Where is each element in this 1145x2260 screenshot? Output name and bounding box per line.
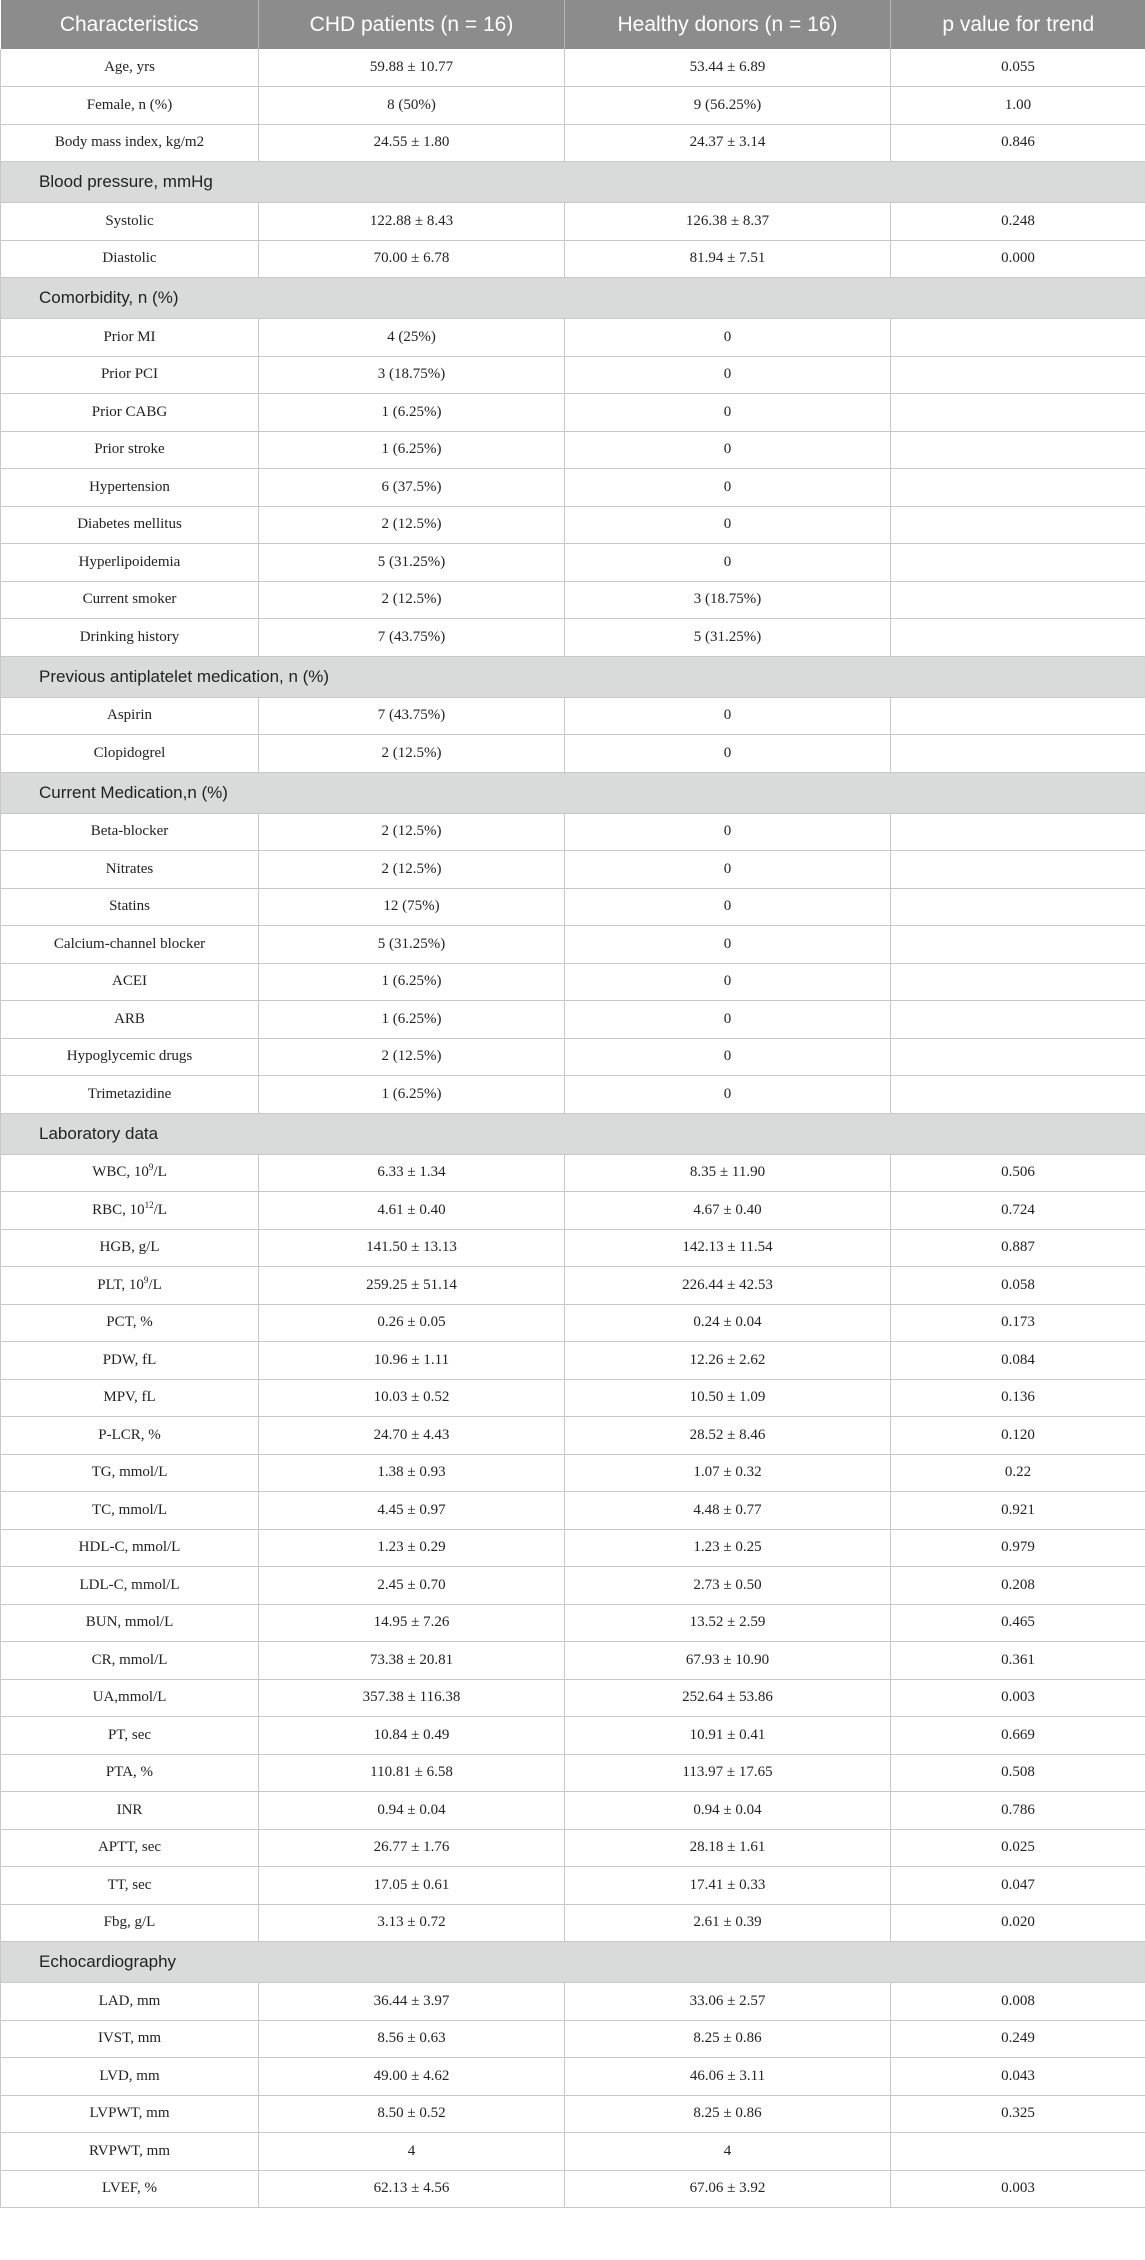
healthy-value: 142.13 ± 11.54 bbox=[565, 1229, 891, 1267]
chd-value: 62.13 ± 4.56 bbox=[259, 2170, 565, 2208]
chd-value: 110.81 ± 6.58 bbox=[259, 1754, 565, 1792]
p-value: 0.208 bbox=[891, 1567, 1145, 1605]
chd-value: 2 (12.5%) bbox=[259, 1038, 565, 1076]
table-row bbox=[1, 1038, 1145, 1076]
chd-value: 2 (12.5%) bbox=[259, 735, 565, 773]
chd-value: 1 (6.25%) bbox=[259, 963, 565, 1001]
healthy-value: 2.73 ± 0.50 bbox=[565, 1567, 891, 1605]
table-row bbox=[1, 1904, 1145, 1942]
table-row bbox=[1, 1679, 1145, 1717]
p-value bbox=[891, 888, 1145, 926]
healthy-value: 4 bbox=[565, 2133, 891, 2171]
healthy-value: 1.23 ± 0.25 bbox=[565, 1529, 891, 1567]
p-value bbox=[891, 469, 1145, 507]
p-value bbox=[891, 2133, 1145, 2171]
chd-value: 0.26 ± 0.05 bbox=[259, 1304, 565, 1342]
chd-value: 10.84 ± 0.49 bbox=[259, 1717, 565, 1755]
healthy-value: 81.94 ± 7.51 bbox=[565, 240, 891, 278]
row-label: Prior stroke bbox=[1, 431, 259, 469]
p-value: 0.025 bbox=[891, 1829, 1145, 1867]
p-value: 0.120 bbox=[891, 1417, 1145, 1455]
row-label: TC, mmol/L bbox=[1, 1492, 259, 1530]
row-label bbox=[1, 1192, 259, 1230]
row-label: INR bbox=[1, 1792, 259, 1830]
p-value bbox=[891, 356, 1145, 394]
row-label-exponent: 12 bbox=[144, 1199, 154, 1210]
p-value bbox=[891, 319, 1145, 357]
p-value bbox=[891, 581, 1145, 619]
healthy-value: 17.41 ± 0.33 bbox=[565, 1867, 891, 1905]
p-value: 0.136 bbox=[891, 1379, 1145, 1417]
p-value: 1.00 bbox=[891, 87, 1145, 125]
table-row bbox=[1, 49, 1145, 87]
healthy-value: 252.64 ± 53.86 bbox=[565, 1679, 891, 1717]
row-label: Current smoker bbox=[1, 581, 259, 619]
table-row bbox=[1, 124, 1145, 162]
table-row bbox=[1, 1717, 1145, 1755]
row-label: Drinking history bbox=[1, 619, 259, 657]
row-label: PDW, fL bbox=[1, 1342, 259, 1380]
chd-value: 1.38 ± 0.93 bbox=[259, 1454, 565, 1492]
chd-value: 357.38 ± 116.38 bbox=[259, 1679, 565, 1717]
row-label-unit: /L bbox=[148, 1276, 162, 1293]
row-label: Statins bbox=[1, 888, 259, 926]
row-label-exponent: 9 bbox=[148, 1162, 154, 1173]
row-label: TG, mmol/L bbox=[1, 1454, 259, 1492]
chd-value: 141.50 ± 13.13 bbox=[259, 1229, 565, 1267]
chd-value: 1 (6.25%) bbox=[259, 431, 565, 469]
healthy-value: 46.06 ± 3.11 bbox=[565, 2058, 891, 2096]
row-label-text: WBC, 10 bbox=[92, 1164, 149, 1181]
table-row bbox=[1, 2020, 1145, 2058]
p-value: 0.887 bbox=[891, 1229, 1145, 1267]
p-value bbox=[891, 926, 1145, 964]
row-label: Prior CABG bbox=[1, 394, 259, 432]
p-value bbox=[891, 1076, 1145, 1114]
healthy-value: 9 (56.25%) bbox=[565, 87, 891, 125]
row-label: Hypoglycemic drugs bbox=[1, 1038, 259, 1076]
chd-value: 0.94 ± 0.04 bbox=[259, 1792, 565, 1830]
row-label: ARB bbox=[1, 1001, 259, 1039]
healthy-value: 0 bbox=[565, 888, 891, 926]
row-label: Diastolic bbox=[1, 240, 259, 278]
p-value bbox=[891, 619, 1145, 657]
chd-value: 3.13 ± 0.72 bbox=[259, 1904, 565, 1942]
p-value: 0.047 bbox=[891, 1867, 1145, 1905]
row-label-unit: /L bbox=[153, 1164, 167, 1181]
table-row bbox=[1, 1304, 1145, 1342]
p-value bbox=[891, 1001, 1145, 1039]
healthy-value: 12.26 ± 2.62 bbox=[565, 1342, 891, 1380]
table-row bbox=[1, 1379, 1145, 1417]
p-value: 0.249 bbox=[891, 2020, 1145, 2058]
healthy-value: 28.52 ± 8.46 bbox=[565, 1417, 891, 1455]
table-row bbox=[1, 1867, 1145, 1905]
row-label: LDL-C, mmol/L bbox=[1, 1567, 259, 1605]
healthy-value: 0 bbox=[565, 697, 891, 735]
row-label: MPV, fL bbox=[1, 1379, 259, 1417]
p-value bbox=[891, 431, 1145, 469]
healthy-value: 0 bbox=[565, 356, 891, 394]
row-label: LVD, mm bbox=[1, 2058, 259, 2096]
chd-value: 10.03 ± 0.52 bbox=[259, 1379, 565, 1417]
p-value bbox=[891, 963, 1145, 1001]
p-value: 0.979 bbox=[891, 1529, 1145, 1567]
healthy-value: 28.18 ± 1.61 bbox=[565, 1829, 891, 1867]
p-value: 0.22 bbox=[891, 1454, 1145, 1492]
healthy-value: 67.93 ± 10.90 bbox=[565, 1642, 891, 1680]
healthy-value: 2.61 ± 0.39 bbox=[565, 1904, 891, 1942]
healthy-value: 67.06 ± 3.92 bbox=[565, 2170, 891, 2208]
chd-value: 49.00 ± 4.62 bbox=[259, 2058, 565, 2096]
row-label: TT, sec bbox=[1, 1867, 259, 1905]
row-label: LVPWT, mm bbox=[1, 2095, 259, 2133]
healthy-value: 0 bbox=[565, 544, 891, 582]
table-row bbox=[1, 581, 1145, 619]
table-row bbox=[1, 2058, 1145, 2096]
row-label-text: PLT, 10 bbox=[97, 1276, 144, 1293]
chd-value: 5 (31.25%) bbox=[259, 926, 565, 964]
chd-value: 4 bbox=[259, 2133, 565, 2171]
chd-value: 73.38 ± 20.81 bbox=[259, 1642, 565, 1680]
p-value: 0.669 bbox=[891, 1717, 1145, 1755]
table-row bbox=[1, 1604, 1145, 1642]
p-value: 0.248 bbox=[891, 203, 1145, 241]
row-label: Clopidogrel bbox=[1, 735, 259, 773]
section-title: Laboratory data bbox=[1, 1113, 1145, 1154]
row-label: PT, sec bbox=[1, 1717, 259, 1755]
p-value bbox=[891, 735, 1145, 773]
table-row bbox=[1, 431, 1145, 469]
table-row bbox=[1, 1829, 1145, 1867]
header-p-value: p value for trend bbox=[891, 0, 1145, 49]
healthy-value: 8.35 ± 11.90 bbox=[565, 1154, 891, 1192]
healthy-value: 53.44 ± 6.89 bbox=[565, 49, 891, 87]
row-label: LAD, mm bbox=[1, 1983, 259, 2021]
healthy-value: 0.94 ± 0.04 bbox=[565, 1792, 891, 1830]
row-label: Calcium-channel blocker bbox=[1, 926, 259, 964]
healthy-value: 0 bbox=[565, 469, 891, 507]
row-label-text: RBC, 10 bbox=[92, 1201, 145, 1218]
healthy-value: 0 bbox=[565, 1076, 891, 1114]
p-value: 0.003 bbox=[891, 1679, 1145, 1717]
healthy-value: 0 bbox=[565, 1038, 891, 1076]
healthy-value: 1.07 ± 0.32 bbox=[565, 1454, 891, 1492]
chd-value: 4.45 ± 0.97 bbox=[259, 1492, 565, 1530]
chd-value: 2 (12.5%) bbox=[259, 506, 565, 544]
p-value: 0.921 bbox=[891, 1492, 1145, 1530]
healthy-value: 0 bbox=[565, 735, 891, 773]
row-label: PTA, % bbox=[1, 1754, 259, 1792]
healthy-value: 0 bbox=[565, 431, 891, 469]
p-value bbox=[891, 813, 1145, 851]
table-row bbox=[1, 1076, 1145, 1114]
chd-value: 8 (50%) bbox=[259, 87, 565, 125]
p-value: 0.084 bbox=[891, 1342, 1145, 1380]
chd-value: 12 (75%) bbox=[259, 888, 565, 926]
table-row bbox=[1, 2095, 1145, 2133]
table-row bbox=[1, 851, 1145, 889]
p-value: 0.508 bbox=[891, 1754, 1145, 1792]
row-label: Aspirin bbox=[1, 697, 259, 735]
header-characteristics: Characteristics bbox=[1, 0, 259, 49]
table-row bbox=[1, 1454, 1145, 1492]
p-value bbox=[891, 1038, 1145, 1076]
p-value: 0.465 bbox=[891, 1604, 1145, 1642]
chd-value: 10.96 ± 1.11 bbox=[259, 1342, 565, 1380]
table-row bbox=[1, 1001, 1145, 1039]
table-row bbox=[1, 319, 1145, 357]
healthy-value: 8.25 ± 0.86 bbox=[565, 2095, 891, 2133]
table-row bbox=[1, 506, 1145, 544]
table-row bbox=[1, 1192, 1145, 1230]
chd-value: 3 (18.75%) bbox=[259, 356, 565, 394]
healthy-value: 0 bbox=[565, 394, 891, 432]
chd-value: 2 (12.5%) bbox=[259, 813, 565, 851]
table-row bbox=[1, 1154, 1145, 1192]
row-label: UA,mmol/L bbox=[1, 1679, 259, 1717]
row-label: APTT, sec bbox=[1, 1829, 259, 1867]
healthy-value: 0 bbox=[565, 1001, 891, 1039]
table-row bbox=[1, 2133, 1145, 2171]
table-row bbox=[1, 963, 1145, 1001]
row-label: Body mass index, kg/m2 bbox=[1, 124, 259, 162]
header-healthy-donors: Healthy donors (n = 16) bbox=[565, 0, 891, 49]
healthy-value: 5 (31.25%) bbox=[565, 619, 891, 657]
section-title: Echocardiography bbox=[1, 1942, 1145, 1983]
row-label: HGB, g/L bbox=[1, 1229, 259, 1267]
table-row bbox=[1, 1417, 1145, 1455]
table-body bbox=[1, 49, 1145, 2208]
healthy-value: 8.25 ± 0.86 bbox=[565, 2020, 891, 2058]
section-header-row bbox=[1, 1942, 1145, 1983]
chd-value: 14.95 ± 7.26 bbox=[259, 1604, 565, 1642]
p-value: 0.786 bbox=[891, 1792, 1145, 1830]
p-value: 0.846 bbox=[891, 124, 1145, 162]
p-value: 0.003 bbox=[891, 2170, 1145, 2208]
healthy-value: 0 bbox=[565, 506, 891, 544]
table-row bbox=[1, 544, 1145, 582]
healthy-value: 0 bbox=[565, 926, 891, 964]
chd-value: 59.88 ± 10.77 bbox=[259, 49, 565, 87]
p-value: 0.724 bbox=[891, 1192, 1145, 1230]
row-label: BUN, mmol/L bbox=[1, 1604, 259, 1642]
table-row bbox=[1, 1492, 1145, 1530]
p-value: 0.008 bbox=[891, 1983, 1145, 2021]
table-row bbox=[1, 1229, 1145, 1267]
chd-value: 24.55 ± 1.80 bbox=[259, 124, 565, 162]
table-row bbox=[1, 356, 1145, 394]
chd-value: 122.88 ± 8.43 bbox=[259, 203, 565, 241]
chd-value: 7 (43.75%) bbox=[259, 619, 565, 657]
table-row bbox=[1, 888, 1145, 926]
table-row bbox=[1, 203, 1145, 241]
p-value: 0.055 bbox=[891, 49, 1145, 87]
healthy-value: 0 bbox=[565, 963, 891, 1001]
row-label: Age, yrs bbox=[1, 49, 259, 87]
table-row bbox=[1, 240, 1145, 278]
row-label: IVST, mm bbox=[1, 2020, 259, 2058]
row-label: ACEI bbox=[1, 963, 259, 1001]
healthy-value: 0 bbox=[565, 851, 891, 889]
row-label: Systolic bbox=[1, 203, 259, 241]
p-value: 0.043 bbox=[891, 2058, 1145, 2096]
row-label: Female, n (%) bbox=[1, 87, 259, 125]
row-label: P-LCR, % bbox=[1, 1417, 259, 1455]
section-header-row bbox=[1, 772, 1145, 813]
row-label: PCT, % bbox=[1, 1304, 259, 1342]
row-label: CR, mmol/L bbox=[1, 1642, 259, 1680]
table-row bbox=[1, 394, 1145, 432]
healthy-value: 0 bbox=[565, 319, 891, 357]
chd-value: 8.50 ± 0.52 bbox=[259, 2095, 565, 2133]
table-row bbox=[1, 1567, 1145, 1605]
chd-value: 2 (12.5%) bbox=[259, 581, 565, 619]
section-title: Blood pressure, mmHg bbox=[1, 162, 1145, 203]
healthy-value: 0 bbox=[565, 813, 891, 851]
chd-value: 5 (31.25%) bbox=[259, 544, 565, 582]
chd-value: 26.77 ± 1.76 bbox=[259, 1829, 565, 1867]
healthy-value: 126.38 ± 8.37 bbox=[565, 203, 891, 241]
p-value: 0.020 bbox=[891, 1904, 1145, 1942]
healthy-value: 4.67 ± 0.40 bbox=[565, 1192, 891, 1230]
chd-value: 1 (6.25%) bbox=[259, 1076, 565, 1114]
chd-value: 8.56 ± 0.63 bbox=[259, 2020, 565, 2058]
table-row bbox=[1, 1642, 1145, 1680]
table-row bbox=[1, 2170, 1145, 2208]
chd-value: 1.23 ± 0.29 bbox=[259, 1529, 565, 1567]
row-label: Diabetes mellitus bbox=[1, 506, 259, 544]
row-label-unit: /L bbox=[153, 1201, 167, 1218]
table-row bbox=[1, 1983, 1145, 2021]
chd-value: 70.00 ± 6.78 bbox=[259, 240, 565, 278]
chd-value: 6 (37.5%) bbox=[259, 469, 565, 507]
chd-value: 4.61 ± 0.40 bbox=[259, 1192, 565, 1230]
table-row bbox=[1, 813, 1145, 851]
chd-value: 7 (43.75%) bbox=[259, 697, 565, 735]
p-value bbox=[891, 506, 1145, 544]
table-row bbox=[1, 469, 1145, 507]
header-chd-patients: CHD patients (n = 16) bbox=[259, 0, 565, 49]
row-label: Fbg, g/L bbox=[1, 1904, 259, 1942]
table-row bbox=[1, 1792, 1145, 1830]
healthy-value: 113.97 ± 17.65 bbox=[565, 1754, 891, 1792]
table-row bbox=[1, 619, 1145, 657]
table-row bbox=[1, 735, 1145, 773]
row-label bbox=[1, 1154, 259, 1192]
p-value bbox=[891, 394, 1145, 432]
row-label: HDL-C, mmol/L bbox=[1, 1529, 259, 1567]
table-row bbox=[1, 1267, 1145, 1305]
table-row bbox=[1, 1529, 1145, 1567]
section-header-row bbox=[1, 1113, 1145, 1154]
row-label: Nitrates bbox=[1, 851, 259, 889]
chd-value: 24.70 ± 4.43 bbox=[259, 1417, 565, 1455]
p-value: 0.058 bbox=[891, 1267, 1145, 1305]
chd-value: 259.25 ± 51.14 bbox=[259, 1267, 565, 1305]
table-row bbox=[1, 926, 1145, 964]
p-value: 0.325 bbox=[891, 2095, 1145, 2133]
row-label: Trimetazidine bbox=[1, 1076, 259, 1114]
healthy-value: 10.50 ± 1.09 bbox=[565, 1379, 891, 1417]
healthy-value: 3 (18.75%) bbox=[565, 581, 891, 619]
p-value bbox=[891, 544, 1145, 582]
row-label bbox=[1, 1267, 259, 1305]
chd-value: 1 (6.25%) bbox=[259, 394, 565, 432]
section-header-row bbox=[1, 278, 1145, 319]
chd-value: 6.33 ± 1.34 bbox=[259, 1154, 565, 1192]
healthy-value: 226.44 ± 42.53 bbox=[565, 1267, 891, 1305]
chd-value: 1 (6.25%) bbox=[259, 1001, 565, 1039]
section-header-row bbox=[1, 656, 1145, 697]
healthy-value: 24.37 ± 3.14 bbox=[565, 124, 891, 162]
row-label: Hyperlipoidemia bbox=[1, 544, 259, 582]
p-value: 0.361 bbox=[891, 1642, 1145, 1680]
chd-value: 2.45 ± 0.70 bbox=[259, 1567, 565, 1605]
table-row bbox=[1, 1342, 1145, 1380]
healthy-value: 13.52 ± 2.59 bbox=[565, 1604, 891, 1642]
section-header-row bbox=[1, 162, 1145, 203]
row-label: Prior PCI bbox=[1, 356, 259, 394]
table-row bbox=[1, 87, 1145, 125]
p-value bbox=[891, 851, 1145, 889]
healthy-value: 4.48 ± 0.77 bbox=[565, 1492, 891, 1530]
chd-value: 2 (12.5%) bbox=[259, 851, 565, 889]
p-value bbox=[891, 697, 1145, 735]
table-row bbox=[1, 1754, 1145, 1792]
row-label: Prior MI bbox=[1, 319, 259, 357]
healthy-value: 33.06 ± 2.57 bbox=[565, 1983, 891, 2021]
p-value: 0.000 bbox=[891, 240, 1145, 278]
row-label: LVEF, % bbox=[1, 2170, 259, 2208]
healthy-value: 10.91 ± 0.41 bbox=[565, 1717, 891, 1755]
chd-value: 17.05 ± 0.61 bbox=[259, 1867, 565, 1905]
healthy-value: 0.24 ± 0.04 bbox=[565, 1304, 891, 1342]
p-value: 0.506 bbox=[891, 1154, 1145, 1192]
row-label: Beta-blocker bbox=[1, 813, 259, 851]
section-title: Previous antiplatelet medication, n (%) bbox=[1, 656, 1145, 697]
section-title: Current Medication,n (%) bbox=[1, 772, 1145, 813]
table-row bbox=[1, 697, 1145, 735]
row-label: Hypertension bbox=[1, 469, 259, 507]
section-title: Comorbidity, n (%) bbox=[1, 278, 1145, 319]
chd-value: 36.44 ± 3.97 bbox=[259, 1983, 565, 2021]
chd-value: 4 (25%) bbox=[259, 319, 565, 357]
p-value: 0.173 bbox=[891, 1304, 1145, 1342]
row-label: RVPWT, mm bbox=[1, 2133, 259, 2171]
row-label-exponent: 9 bbox=[143, 1274, 149, 1285]
table-header-row bbox=[1, 0, 1145, 49]
